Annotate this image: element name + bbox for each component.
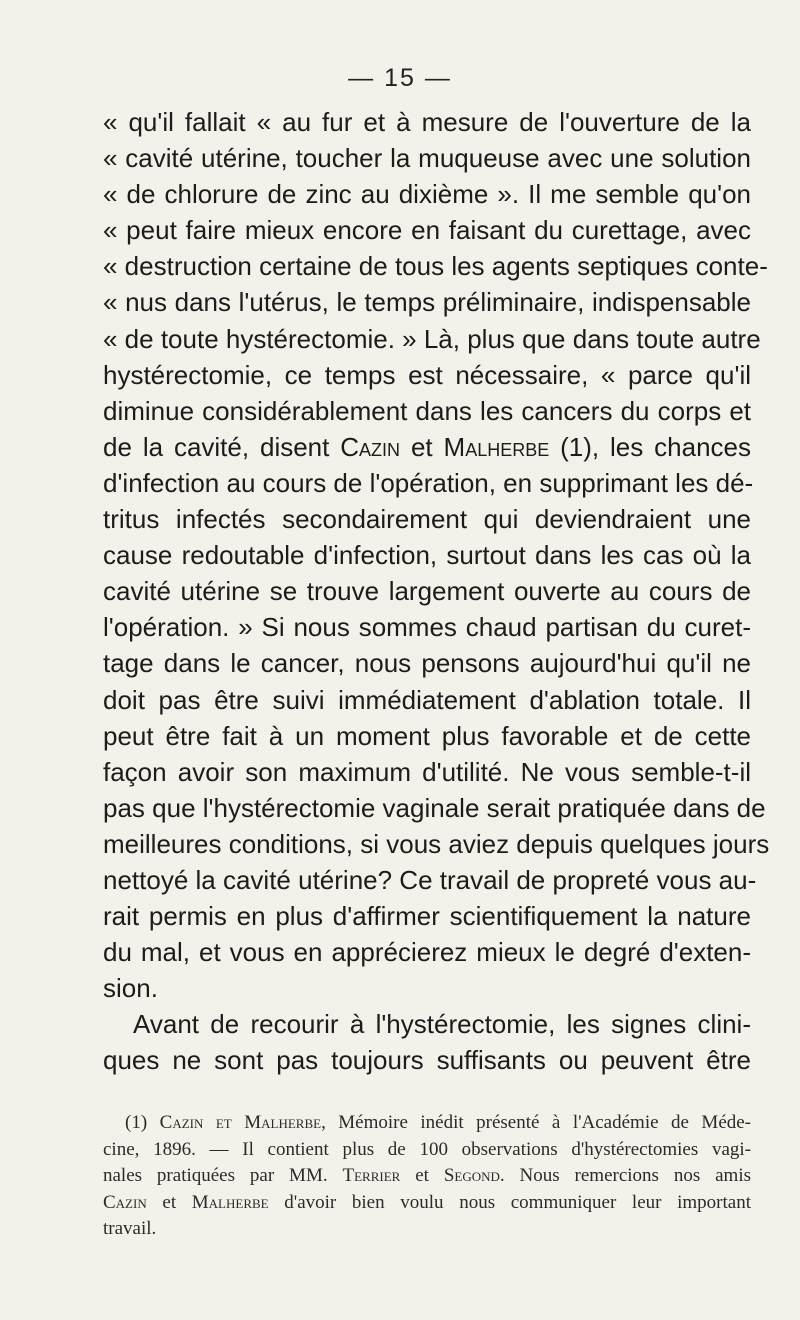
text-line: « de toute hystérectomie. » Là, plus que dans toute autre [103, 323, 761, 354]
author-name: Cazin [159, 1112, 204, 1133]
footnote-text: nales pratiquées par MM. [103, 1165, 343, 1186]
text-line: ques ne sont pas toujours suffisants ou peuvent être [103, 1045, 751, 1076]
text-line: « peut faire mieux encore en faisant du curettage, avec [103, 215, 751, 246]
author-name: Segond [443, 1165, 500, 1186]
text-line: cavité utérine se trouve largement ouverte au cours de [103, 576, 751, 607]
author-name: Cazin [340, 431, 401, 462]
footnote-line: travail. [103, 1218, 157, 1239]
text-line: « de chlorure de zinc au dixième ». Il me semble qu'on [103, 179, 751, 210]
text-line: « qu'il fallait « au fur et à mesure de l'ouverture de la [103, 107, 751, 137]
text-line: nettoyé la cavité utérine? Ce travail de propreté vous au- [103, 864, 757, 895]
text-line: cause redoutable d'infection, surtout dans les cas où la [103, 540, 751, 571]
text-line: diminue considérablement dans les cancers du corps et [103, 395, 751, 426]
text-line: tritus infectés secondairement qui deviendraient une [103, 504, 751, 535]
text-line: d'infection au cours de l'opération, en supprimant les dé- [103, 467, 754, 498]
text-line: sion. [103, 973, 158, 1004]
author-name: Malherbe [191, 1191, 269, 1213]
author-name: Malherbe [244, 1112, 322, 1133]
text-line: hystérectomie, ce temps est nécessaire, « parce qu'il [103, 359, 751, 390]
text-line: tage dans le cancer, nous pensons aujourd'hui qu'il ne [103, 648, 751, 679]
footnote-line [103, 1163, 751, 1190]
author-name: Terrier [342, 1165, 401, 1186]
conjunction: et [400, 1165, 444, 1186]
text-line-with-authors [103, 429, 751, 465]
text-line: façon avoir son maximum d'utilité. Ne vous semble-t-il [103, 756, 751, 787]
text-line: meilleures conditions, si vous aviez depuis quelques jours [103, 828, 770, 859]
text-line: l'opération. » Si nous sommes chaud partisan du curet- [103, 612, 751, 643]
text-line: peut être fait à un moment plus favorable et de cette [103, 720, 751, 751]
paragraph-start-line: Avant de recourir à l'hystérectomie, les signes clini- [133, 1009, 751, 1040]
footnote [103, 1110, 751, 1243]
conjunction: et [400, 431, 444, 462]
text-line: « destruction certaine de tous les agents septiques conte- [103, 251, 768, 282]
author-name: Malherbe [443, 431, 550, 462]
text-line: « cavité utérine, toucher la muqueuse avec une solution [103, 143, 751, 174]
conjunction: et [203, 1112, 245, 1133]
text-line: « nus dans l'utérus, le temps préliminaire, indispensable [103, 287, 751, 318]
page-number: — 15 — [348, 64, 452, 92]
footnote-text: d'avoir bien voulu nous communiquer leur important [268, 1191, 751, 1213]
text-line: du mal, et vous en apprécierez mieux le degré d'exten- [103, 937, 751, 968]
line-start: de la cavité, disent [103, 431, 341, 462]
footnote-text: . Nous remercions nos amis [499, 1165, 751, 1186]
footnote-marker: (1) [125, 1112, 160, 1133]
author-name: Cazin [103, 1191, 147, 1213]
text-line: pas que l'hystérectomie vaginale serait pratiquée dans de [103, 792, 766, 823]
line-end: (1), les chances [549, 431, 751, 462]
main-text [103, 104, 770, 1079]
footnote-line: cine, 1896. — Il contient plus de 100 observations d'hystérectomies vagi- [103, 1138, 751, 1160]
footnote-line [103, 1190, 751, 1217]
footnote-line [103, 1110, 751, 1137]
conjunction: et [146, 1191, 192, 1213]
footnote-text: , Mémoire inédit présenté à l'Académie de Méde- [321, 1112, 752, 1133]
text-line: rait permis en plus d'affirmer scientifiquement la nature [103, 901, 751, 932]
text-line: doit pas être suivi immédiatement d'ablation totale. Il [103, 684, 751, 715]
